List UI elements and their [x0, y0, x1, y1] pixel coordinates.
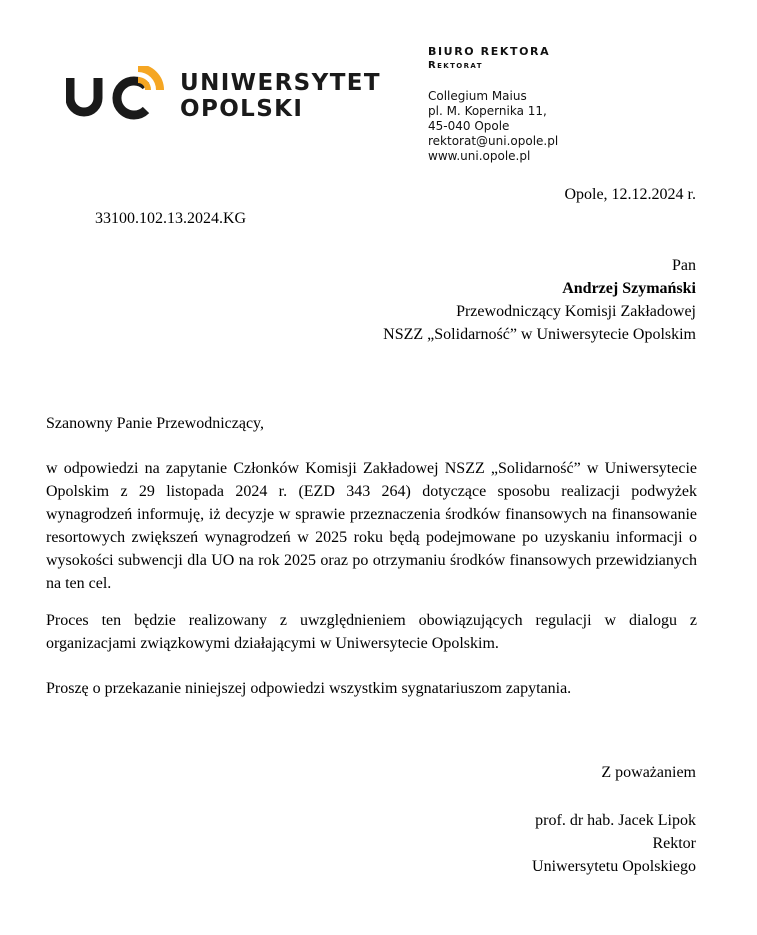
office-block — [428, 44, 558, 164]
closing: Z poważaniem — [601, 764, 696, 781]
recipient-position: Przewodniczący Komisji Zakładowej — [456, 303, 696, 320]
recipient-block — [383, 254, 696, 346]
recipient-organization: NSZZ „Solidarność” w Uniwersytecie Opolskim — [383, 326, 696, 343]
address-email: rektorat@uni.opole.pl — [428, 134, 559, 148]
office-subtitle: Rektorat — [428, 60, 483, 71]
signatory-role: Rektor — [652, 835, 696, 852]
salutation: Szanowny Panie Przewodniczący, — [46, 415, 264, 432]
address-building: Collegium Maius — [428, 89, 527, 103]
paragraph-3: Proszę o przekazanie niniejszej odpowiedzi wszystkim sygnatariuszom zapytania. — [46, 680, 572, 697]
logo-line-2: OPOLSKI — [180, 96, 304, 122]
address-website: www.uni.opole.pl — [428, 149, 531, 163]
recipient-name: Andrzej Szymański — [562, 280, 696, 297]
signature-block — [532, 809, 696, 878]
signatory-institution: Uniwersytetu Opolskiego — [532, 858, 696, 875]
recipient-title: Pan — [672, 257, 696, 274]
uo-logo-mark — [66, 66, 166, 126]
address-postal: 45-040 Opole — [428, 119, 510, 133]
letter-date: Opole, 12.12.2024 r. — [564, 186, 696, 203]
logo-line-1: UNIWERSYTET — [180, 70, 381, 96]
signatory-name: prof. dr hab. Jacek Lipok — [535, 812, 696, 829]
logo-wordmark — [180, 70, 381, 122]
office-name: BIURO REKTORA — [428, 45, 551, 58]
address-street: pl. M. Kopernika 11, — [428, 104, 547, 118]
paragraph-1: w odpowiedzi na zapytanie Członków Komisji Zakładowej NSZZ „Solidarność” w Uniwersytecie Opolskim z 29 listopada 2024 r. (EZD 343 264) dotyczące sposobu realizacji podwyżek wynagrodzeń informuję, iż decyzje w sprawie przeznaczenia środków finansowych na finansowanie resortowych zwiększeń wynagrodzeń w 2025 roku będą podejmowane po uzyskaniu informacji o wysokości subwencji dla UO na rok 2025 oraz po otrzymaniu środków finansowych przewidzianych na ten cel. — [46, 460, 697, 592]
paragraph-2: Proces ten będzie realizowany z uwzględnieniem obowiązujących regulacji w dialogu z organizacjami związkowymi działającymi w Uniwersytecie Opolskim. — [46, 612, 697, 652]
university-logo — [66, 66, 386, 126]
reference-number: 33100.102.13.2024.KG — [95, 210, 247, 227]
